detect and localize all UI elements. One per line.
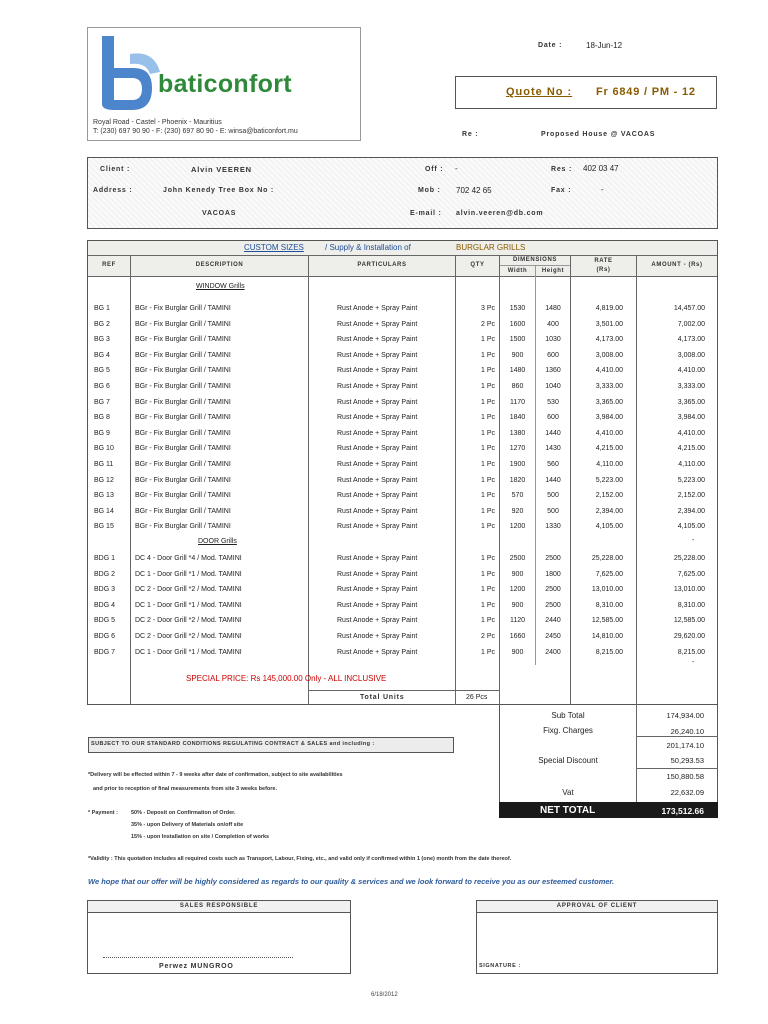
date-value: 18-Jun-12 [586,41,623,50]
table-cell-rate: 4,819.00 [595,305,623,312]
dash-mark-2: - [692,659,695,666]
table-cell-rate: 2,152.00 [595,492,623,500]
table-cell-ref: BG 14 [94,507,114,515]
table-cell-w: 570 [511,492,524,500]
vat-label: Vat [562,788,574,797]
approval-label: APPROVAL OF CLIENT [477,901,717,913]
validity-text: *Validity : This quotation includes all required costs such as Transport, Labour, Fixing, etc., and valid only if confirmed within 1 (one) month from the date thereof. [88,856,512,862]
table-cell-h: 2500 [545,586,561,594]
table-cell-part: Rust Anode + Spray Paint [337,429,418,437]
table-cell-amount: 13,010.00 [673,586,705,594]
table-cell-desc: BGr - Fix Burglar Grill / TAMINI [135,414,231,422]
table-cell-amount: 2,394.00 [677,507,705,515]
table-cell-part: Rust Anode + Spray Paint [337,570,418,578]
table-cell-ref: BG 4 [94,351,110,359]
table-cell-part: Rust Anode + Spray Paint [337,601,418,609]
table-cell-amount: 8,215.00 [677,648,705,656]
table-cell-w: 900 [511,351,524,359]
table-cell-h: 1360 [545,367,561,375]
table-cell-h: 500 [547,492,559,500]
table-cell-rate: 4,410.00 [595,429,623,437]
off-value: - [455,164,458,173]
table-cell-part: Rust Anode + Spray Paint [337,633,418,640]
table-cell-amount: 7,625.00 [677,570,705,578]
fixing-label: Fixg. Charges [543,726,593,735]
vat-value: 22,632.09 [670,788,704,797]
table-cell-desc: DC 2 - Door Grill *2 / Mod. TAMINI [135,586,242,594]
table-cell-qty: 1 Pc [480,351,495,359]
table-cell-h: 1040 [545,383,561,390]
re-value: Proposed House @ VACOAS [541,131,656,138]
table-cell-h: 1030 [545,336,561,344]
table-cell-desc: BGr - Fix Burglar Grill / TAMINI [135,305,231,312]
col-width: Width [507,268,528,274]
fax-label: Fax : [551,187,572,194]
table-cell-rate: 3,008.00 [595,351,623,359]
table-cell-ref: BG 12 [94,476,114,484]
table-cell-ref: BG 13 [94,492,114,500]
table-cell-w: 920 [511,507,524,515]
table-cell-rate: 3,984.00 [595,414,623,422]
table-cell-qty: 2 Pc [480,320,495,328]
table-cell-part: Rust Anode + Spray Paint [337,383,418,390]
table-cell-rate: 3,365.00 [595,398,623,406]
table-cell-w: 1200 [509,586,526,594]
table-cell-rate: 4,105.00 [595,523,623,531]
table-cell-h: 2440 [545,617,561,625]
sub-total-label: Sub Total [551,711,585,720]
table-cell-amount: 4,410.00 [677,429,705,437]
table-cell-qty: 1 Pc [480,476,495,484]
company-address: Royal Road - Castel - Phoenix - Mauritius [93,119,222,126]
table-cell-h: 1440 [545,476,561,484]
table-cell-qty: 1 Pc [480,398,495,406]
re-label: Re : [462,131,479,138]
table-cell-part: Rust Anode + Spray Paint [337,351,418,359]
table-cell-part: Rust Anode + Spray Paint [337,461,418,468]
table-cell-w: 1600 [509,320,526,328]
table-cell-rate: 5,223.00 [595,476,623,484]
table-cell-amount: 25,228.00 [673,555,705,562]
table-cell-desc: DC 4 - Door Grill *4 / Mod. TAMINI [135,555,242,562]
table-cell-rate: 14,810.00 [591,633,623,640]
col-qty: QTY [470,262,485,268]
table-cell-rate: 4,215.00 [595,445,623,453]
table-cell-qty: 1 Pc [480,445,495,453]
col-particulars: PARTICULARS [357,262,407,268]
col-amount: AMOUNT - (Rs) [651,262,703,268]
table-cell-part: Rust Anode + Spray Paint [337,523,418,531]
table-cell-amount: 4,110.00 [678,461,705,468]
table-title-supply: / Supply & Installation of [325,243,411,252]
table-cell-w: 900 [511,570,524,578]
table-cell-part: Rust Anode + Spray Paint [337,507,418,515]
table-cell-amount: 8,310.00 [677,601,705,609]
print-date: 6/18/2012 [371,992,398,998]
table-cell-rate: 4,410.00 [595,367,623,375]
table-cell-amount: 4,105.00 [677,523,705,531]
table-cell-amount: 29,620.00 [673,633,705,640]
table-cell-part: Rust Anode + Spray Paint [337,617,418,625]
company-name: baticonfort [158,70,292,98]
discount-label: Special Discount [538,756,598,765]
table-cell-qty: 1 Pc [480,555,495,562]
table-cell-rate: 8,215.00 [595,648,623,656]
table-cell-h: 2500 [545,601,561,609]
table-cell-part: Rust Anode + Spray Paint [337,648,418,656]
table-cell-rate: 3,333.00 [595,383,623,390]
table-cell-qty: 1 Pc [480,383,495,390]
table-cell-amount: 4,173.00 [677,336,705,344]
table-cell-qty: 2 Pc [480,633,495,640]
table-cell-qty: 1 Pc [480,429,495,437]
table-cell-ref: BDG 1 [94,555,116,562]
off-label: Off : [425,166,444,173]
email-value: alvin.veeren@db.com [456,210,544,217]
table-cell-ref: BDG 5 [94,617,116,625]
table-cell-qty: 1 Pc [480,523,495,531]
table-cell-amount: 3,333.00 [677,383,705,390]
table-cell-w: 1170 [509,398,526,406]
table-cell-h: 600 [547,414,559,422]
delivery-text-2: and prior to reception of final measurements from site 3 weeks before. [93,786,277,792]
city-value: VACOAS [202,210,237,217]
table-cell-part: Rust Anode + Spray Paint [337,414,418,422]
table-cell-w: 1120 [509,617,526,625]
table-cell-w: 1200 [509,523,526,531]
table-cell-h: 1800 [545,570,561,578]
address-value: John Kenedy Tree Box No : [163,187,275,194]
table-cell-desc: DC 2 - Door Grill *2 / Mod. TAMINI [135,617,242,625]
table-cell-ref: BDG 6 [94,633,116,640]
table-cell-desc: BGr - Fix Burglar Grill / TAMINI [135,523,231,531]
table-cell-rate: 8,310.00 [595,601,623,609]
table-cell-ref: BG 11 [94,461,114,468]
payment-line-3: 15% - upon Installation on site / Completion of works [131,834,270,840]
table-cell-w: 1900 [509,461,526,468]
table-cell-rate: 7,625.00 [595,570,623,578]
fax-value: - [601,185,604,194]
table-cell-desc: BGr - Fix Burglar Grill / TAMINI [135,398,231,406]
net-total-value: 173,512.66 [661,806,704,816]
dash-mark-1: - [692,537,695,544]
payment-line-2: 35% - upon Delivery of Materials on/off site [131,822,244,828]
res-value: 402 03 47 [583,164,619,173]
table-cell-h: 600 [547,351,559,359]
table-cell-qty: 1 Pc [480,570,495,578]
table-cell-w: 900 [511,601,524,609]
client-name: Alvin VEEREN [191,165,252,174]
table-cell-amount: 3,984.00 [677,414,705,422]
table-cell-amount: 5,223.00 [677,476,705,484]
sales-signature-line [103,957,293,958]
col-description: DESCRIPTION [195,262,244,268]
table-cell-desc: DC 1 - Door Grill *1 / Mod. TAMINI [135,648,242,656]
table-cell-h: 500 [547,507,559,515]
table-cell-desc: BGr - Fix Burglar Grill / TAMINI [135,492,231,500]
fixing-value: 26,240.10 [670,727,704,736]
table-cell-ref: BDG 7 [94,648,116,656]
table-cell-qty: 1 Pc [480,617,495,625]
col-dimensions: DIMENSIONS [512,257,557,263]
table-cell-h: 2450 [545,633,561,640]
table-cell-desc: BGr - Fix Burglar Grill / TAMINI [135,367,231,375]
table-cell-amount: 14,457.00 [673,305,705,312]
table-cell-h: 1440 [545,429,561,437]
table-cell-w: 1500 [509,336,526,344]
table-cell-desc: BGr - Fix Burglar Grill / TAMINI [135,383,231,390]
net-total-label: NET TOTAL [540,805,596,816]
table-cell-h: 2500 [545,555,561,562]
table-cell-ref: BDG 4 [94,601,116,609]
table-cell-desc: BGr - Fix Burglar Grill / TAMINI [135,445,231,453]
date-label: Date : [538,42,563,49]
table-cell-ref: BG 5 [94,367,110,375]
table-cell-ref: BG 10 [94,445,114,453]
email-label: E-mail : [410,210,442,217]
table-cell-h: 1430 [545,445,561,453]
table-cell-amount: 7,002.00 [677,320,705,328]
table-title-grills: BURGLAR GRILLS [456,243,526,252]
table-cell-part: Rust Anode + Spray Paint [337,367,418,375]
col-rate-unit: (Rs) [596,267,611,273]
sub-total-value: 174,934.00 [666,711,704,720]
table-cell-part: Rust Anode + Spray Paint [337,445,418,453]
table-cell-rate: 2,394.00 [595,507,623,515]
table-cell-ref: BG 2 [94,320,110,328]
table-cell-qty: 1 Pc [480,586,495,594]
table-cell-rate: 4,173.00 [595,336,623,344]
table-cell-w: 900 [511,648,524,656]
table-cell-qty: 3 Pc [480,305,495,312]
table-cell-qty: 1 Pc [480,414,495,422]
table-cell-part: Rust Anode + Spray Paint [337,320,418,328]
table-cell-ref: BG 8 [94,414,110,422]
payment-line-1: 50% - Deposit on Confirmation of Order. [131,810,236,816]
table-cell-h: 1480 [545,305,561,312]
table-cell-part: Rust Anode + Spray Paint [337,555,418,562]
closing-statement: We hope that our offer will be highly considered as regards to our quality & services and we look forward to receive you as our esteemed customer. [88,877,615,886]
table-cell-desc: BGr - Fix Burglar Grill / TAMINI [135,336,231,344]
table-cell-qty: 1 Pc [480,367,495,375]
table-cell-ref: BDG 3 [94,586,116,594]
total-units-value: 26 Pcs [466,694,488,701]
table-cell-w: 1820 [509,476,526,484]
table-cell-qty: 1 Pc [480,461,495,468]
table-cell-w: 1840 [509,414,526,422]
table-cell-qty: 1 Pc [480,648,495,656]
signature-label: SIGNATURE : [479,963,521,969]
table-cell-desc: DC 1 - Door Grill *1 / Mod. TAMINI [135,601,242,609]
table-cell-ref: BG 15 [94,523,114,531]
delivery-text-1: *Delivery will be effected within 7 - 9 weeks after date of confirmation, subject to site availabilities [88,772,343,778]
table-cell-desc: BGr - Fix Burglar Grill / TAMINI [135,429,231,437]
table-cell-part: Rust Anode + Spray Paint [337,336,418,344]
quote-number: Fr 6849 / PM - 12 [596,86,696,98]
table-cell-amount: 4,215.00 [677,445,705,453]
table-cell-desc: DC 2 - Door Grill *2 / Mod. TAMINI [135,633,242,640]
table-cell-w: 1270 [509,445,526,453]
table-cell-ref: BDG 2 [94,570,116,578]
address-label: Address : [93,187,133,194]
mob-label: Mob : [418,187,441,194]
table-cell-h: 1330 [545,523,561,531]
table-cell-qty: 1 Pc [480,492,495,500]
table-cell-ref: BG 1 [94,305,110,312]
table-cell-ref: BG 7 [94,398,110,406]
table-cell-w: 1480 [509,367,526,375]
table-cell-part: Rust Anode + Spray Paint [337,476,418,484]
client-label: Client : [100,166,131,173]
table-cell-rate: 4,110.00 [596,461,623,468]
table-cell-rate: 13,010.00 [591,586,623,594]
mob-value: 702 42 65 [456,186,492,195]
table-cell-desc: BGr - Fix Burglar Grill / TAMINI [135,476,231,484]
table-cell-qty: 1 Pc [480,336,495,344]
sales-name: Perwez MUNGROO [159,963,234,970]
table-cell-h: 560 [547,461,559,468]
window-grills-heading: WINDOW Grills [196,283,245,290]
table-cell-amount: 3,008.00 [677,351,705,359]
door-grills-heading: DOOR Grills [198,538,237,545]
table-cell-desc: BGr - Fix Burglar Grill / TAMINI [135,461,231,468]
company-logo-mark [92,32,162,112]
table-cell-amount: 12,585.00 [673,617,705,625]
table-cell-h: 400 [547,320,559,328]
table-cell-ref: BG 6 [94,383,110,390]
company-contact: T: (230) 697 90 90 - F: (230) 697 80 90 - E: winsa@baticonfort.mu [93,128,298,135]
table-title-custom: CUSTOM SIZES [244,243,304,252]
discount-value: 50,293.53 [670,756,704,765]
payment-label: * Payment : [88,810,118,816]
conditions-text: SUBJECT TO OUR STANDARD CONDITIONS REGULATING CONTRACT & SALES and including : [91,741,375,747]
table-cell-ref: BG 3 [94,336,110,344]
table-cell-rate: 25,228.00 [591,555,623,562]
table-cell-w: 860 [511,383,524,390]
table-cell-amount: 3,365.00 [677,398,705,406]
table-cell-desc: BGr - Fix Burglar Grill / TAMINI [135,320,231,328]
table-cell-rate: 3,501.00 [595,320,623,328]
table-cell-qty: 1 Pc [480,507,495,515]
special-price: SPECIAL PRICE: Rs 145,000.00 Only - ALL INCLUSIVE [186,674,387,683]
table-cell-w: 1660 [509,633,526,640]
table-cell-amount: 2,152.00 [677,492,705,500]
quote-label: Quote No : [506,86,573,98]
gross-value: 201,174.10 [666,741,704,750]
table-cell-part: Rust Anode + Spray Paint [337,492,418,500]
table-cell-ref: BG 9 [94,429,110,437]
table-cell-desc: BGr - Fix Burglar Grill / TAMINI [135,507,231,515]
col-rate: RATE [594,258,613,264]
table-cell-qty: 1 Pc [480,601,495,609]
table-cell-h: 2400 [545,648,561,656]
res-label: Res : [551,166,573,173]
after-discount-value: 150,880.58 [666,772,704,781]
table-cell-rate: 12,585.00 [591,617,623,625]
table-cell-part: Rust Anode + Spray Paint [337,398,418,406]
total-units-label: Total Units [360,694,405,701]
table-cell-part: Rust Anode + Spray Paint [337,305,418,312]
table-cell-desc: BGr - Fix Burglar Grill / TAMINI [135,351,231,359]
table-cell-part: Rust Anode + Spray Paint [337,586,418,594]
table-cell-amount: 4,410.00 [677,367,705,375]
table-cell-w: 1380 [509,429,526,437]
table-cell-desc: DC 1 - Door Grill *1 / Mod. TAMINI [135,570,242,578]
table-cell-h: 530 [547,398,559,406]
table-cell-w: 2500 [509,555,526,562]
table-cell-w: 1530 [509,305,526,312]
sales-responsible-label: SALES RESPONSIBLE [88,901,350,913]
col-ref: REF [102,262,116,268]
col-height: Height [541,268,565,274]
